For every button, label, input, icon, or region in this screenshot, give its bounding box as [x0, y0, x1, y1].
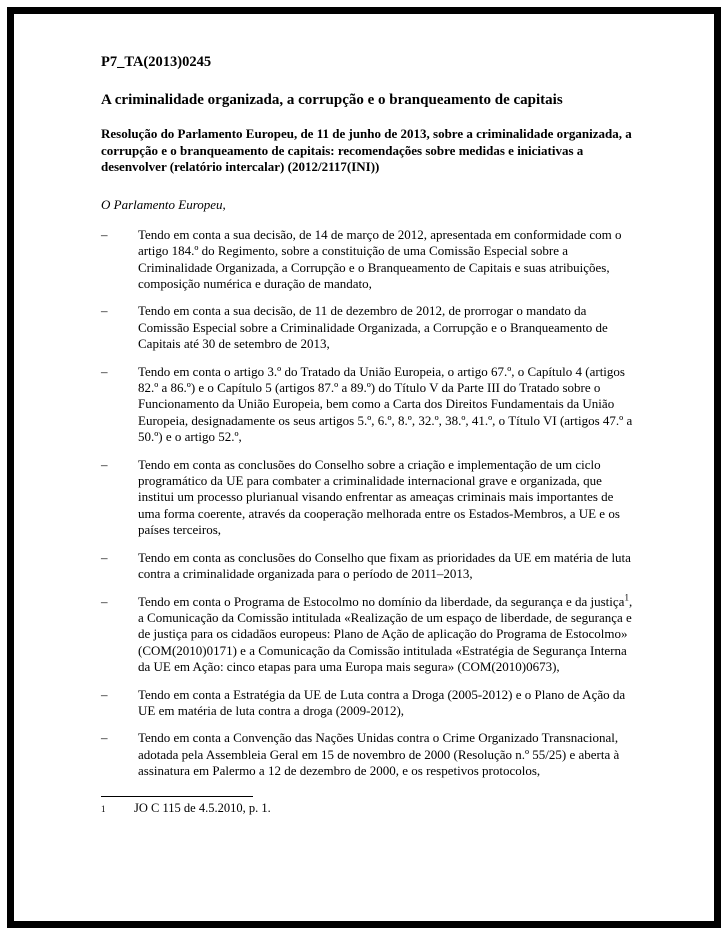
doc-subtitle: Resolução do Parlamento Europeu, de 11 de junho de 2013, sobre a criminalidade organizada, a corrupção e o branqueamento de capitais: recomendações sobre medidas e iniciativas a desenvolver (relatório intercalar) (2012/2117(INI)) — [101, 126, 632, 175]
bullet-marker: – — [101, 226, 108, 242]
bullet-text: Tendo em conta o artigo 3.º do Tratado da União Europeia, o artigo 67.º, o Capítulo 4 (artigos 82.º a 86.º) e o Capítulo 5 (artigos 87.º a 89.º) do Título V da Parte III do Tratado sobre o Funcionamento da União Europeia, bem como a Carta dos Direitos Fundamentais da União Europeia, designadamente os seus artigos 5.º, 6.º, 8.º, 32.º, 38.º, 41.º, o Título VI (artigos 47.º a 50.º) e o artigo 52.º, — [138, 363, 633, 445]
footnote-row — [101, 800, 636, 817]
footnote-number: 1 — [101, 803, 106, 814]
bullet-text: Tendo em conta as conclusões do Conselho que fixam as prioridades da UE em matéria de luta contra a criminalidade organizada para o período de 2011–2013, — [138, 549, 631, 582]
bullet-text — [138, 594, 636, 676]
list-item — [101, 730, 636, 779]
bullet-marker: – — [101, 303, 108, 319]
bullet-marker: – — [101, 456, 108, 472]
document-body — [14, 14, 714, 921]
list-item — [101, 364, 636, 446]
list-item — [101, 227, 636, 293]
list-item — [101, 687, 636, 720]
list-item — [101, 303, 636, 352]
bullet-marker: – — [101, 549, 108, 565]
bullet-text-post: , a Comunicação da Comissão intitulada «Realização de um espaço de liberdade, de segurança e de justiça para os cidadãos europeus: Plano de Ação de aplicação do Programa de Estocolmo» (COM(2010)0171) e a Comunicação da Comissão intitulada «Estratégia de Segurança Interna da UE em Ação: cinco etapas para uma Europa mais segura» (COM(2010)0673), — [138, 593, 633, 675]
footnote-text: JO C 115 de 4.5.2010, p. 1. — [134, 800, 271, 815]
footnote-rule — [101, 796, 253, 797]
bullet-text: Tendo em conta a Estratégia da UE de Luta contra a Droga (2005-2012) e o Plano de Ação da UE em matéria de luta contra a droga (2009-2012), — [138, 686, 626, 718]
bullet-marker: – — [101, 363, 108, 379]
list-item — [101, 550, 636, 583]
footnote-ref-marker: 1 — [624, 592, 629, 603]
bullet-marker: – — [101, 593, 108, 609]
bullet-text: Tendo em conta a sua decisão, de 14 de março de 2012, apresentada em conformidade com o artigo 184.º do Regimento, sobre a constituição de uma Comissão Especial sobre a Criminalidade Organizada, a Corrupção e o Branqueamento de Capitais e suas atribuições, composição numérica e duração de mandato, — [138, 226, 622, 291]
salutation: O Parlamento Europeu, — [101, 196, 226, 212]
bullet-text: Tendo em conta as conclusões do Conselho sobre a criação e implementação de um ciclo programático da UE para combater a criminalidade internacional grave e organizada, que institui um processo plurianual visando enfrentar as ameaças criminais mais importantes de uma forma coerente, através da cooperação melhorada entre os Estados-Membros, a UE e os países terceiros, — [138, 456, 620, 538]
bullet-marker: – — [101, 686, 108, 702]
bullet-text: Tendo em conta a sua decisão, de 11 de dezembro de 2012, de prorrogar o mandato da Comissão Especial sobre a Criminalidade Organizada, a Corrupção e o Branqueamento de Capitais até 30 de setembro de 2013, — [138, 303, 608, 352]
doc-title: A criminalidade organizada, a corrupção e o branqueamento de capitais — [101, 92, 563, 108]
bullet-marker: – — [101, 730, 108, 746]
bullet-text-pre: Tendo em conta o Programa de Estocolmo no domínio da liberdade, da segurança e da justiça — [138, 593, 625, 609]
doc-number: P7_TA(2013)0245 — [101, 54, 212, 70]
footnote — [101, 796, 636, 817]
list-item — [101, 594, 636, 676]
list-item — [101, 457, 636, 539]
page-frame — [7, 7, 721, 928]
bullet-text: Tendo em conta a Convenção das Nações Unidas contra o Crime Organizado Transnacional, adotada pela Assembleia Geral em 15 de novembro de 2000 (Resolução n.º 55/25) e aberta à assinatura em Palermo a 12 de dezembro de 2000, e os respetivos protocolos, — [138, 730, 620, 779]
